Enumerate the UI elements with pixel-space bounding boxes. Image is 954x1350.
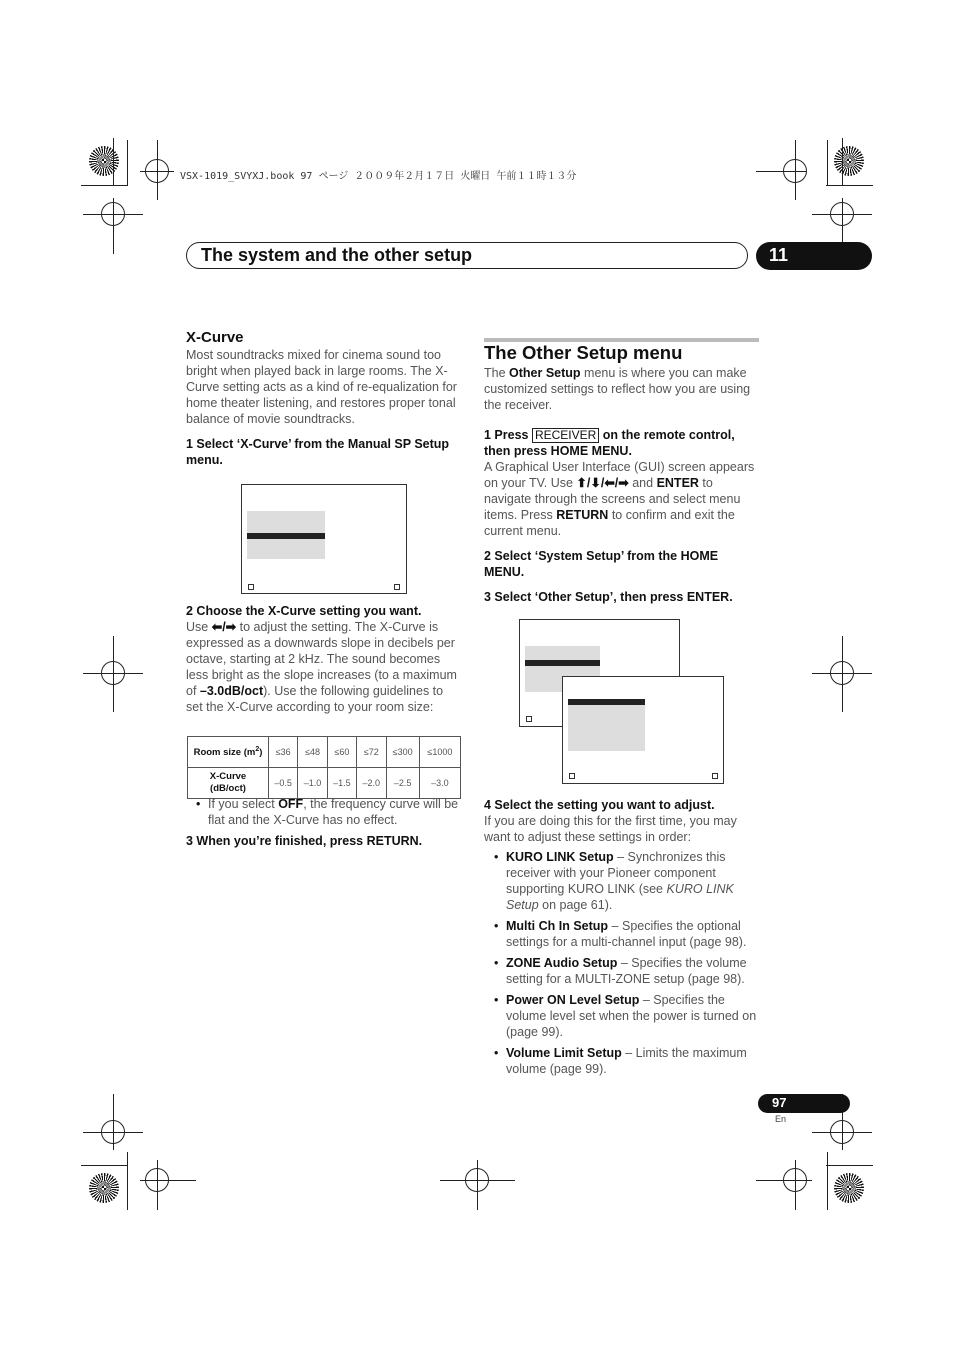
left-column-end <box>186 796 462 849</box>
language-code: En <box>775 1114 787 1124</box>
x-curve-intro: Most soundtracks mixed for cinema sound too bright when played back in large rooms. The X-Curve setting acts as a kind of re-equalization for home theater listening, and restores proper tonal balance of movie soundtracks. <box>186 348 457 426</box>
other-setup-intro: The Other Setup menu is where you can make customized settings to reflect how you are using the receiver. <box>484 366 751 412</box>
crosshair-icon <box>830 661 854 685</box>
list-item: • Power ON Level Setup – Specifies the volume level set when the power is turned on (page 99). <box>484 992 760 1040</box>
screen-button-icon <box>394 584 400 590</box>
step-1: 1 Select ‘X-Curve’ from the Manual SP Setup menu. <box>186 437 450 467</box>
off-note <box>186 796 462 828</box>
x-curve-header: X-Curve (dB/oct) <box>188 768 269 799</box>
crosshair-icon <box>101 661 125 685</box>
print-header: VSX-1019_SVYXJ.book 97 ページ ２００９年２月１７日 火曜日 午前１１時１３分 <box>180 171 577 182</box>
crosshair-icon <box>465 1168 489 1192</box>
screen-button-icon <box>248 584 254 590</box>
step-4: 4 Select the setting you want to adjust. <box>484 798 715 812</box>
tv-screen-system-setup <box>562 676 724 784</box>
left-right-arrows-icon: ⬅/➡ <box>211 620 237 634</box>
crosshair-icon <box>830 202 854 226</box>
step-4-text: If you are doing this for the first time, you may want to adjust these settings in order: <box>484 814 737 844</box>
table-row: Room size $(m^2)$ ≤36 ≤48 ≤60 ≤72 ≤300 ≤1000 <box>188 737 461 768</box>
x-curve-heading: X-Curve <box>186 329 244 346</box>
registration-sunburst-icon <box>89 146 119 176</box>
step-1-receiver: 1 Press RECEIVER on the remote control, then press HOME MENU. <box>484 428 735 458</box>
receiver-key: RECEIVER <box>532 428 599 443</box>
crosshair-icon <box>101 1120 125 1144</box>
registration-sunburst-icon <box>834 1173 864 1203</box>
crosshair-icon <box>101 202 125 226</box>
chapter-title: The system and the other setup <box>201 245 473 265</box>
list-item: • Multi Ch In Setup – Specifies the optional settings for a multi-channel input (page 98). <box>484 918 760 950</box>
crosshair-icon <box>830 1120 854 1144</box>
room-size-header: Room size $(m^2)$ <box>188 737 269 768</box>
list-item: • KURO LINK Setup – Synchronizes this receiver with your Pioneer component supporting KURO LINK (see KURO LINK Setup on page 61). <box>484 849 760 913</box>
step-2-text: Use ⬅/➡ to adjust the setting. The X-Curve is expressed as a downwards slope in decibels per octave, starting at 2 kHz. The sound becomes less bright as the slope increases (to a maximum of –3.0dB/oct). Use the following guidelines to set the X-Curve according to your room size: <box>186 620 457 714</box>
x-curve-table <box>187 736 461 799</box>
crosshair-icon <box>145 159 169 183</box>
crosshair-icon <box>783 1168 807 1192</box>
step-3-other-setup: 3 Select ‘Other Setup’, then press ENTER. <box>484 590 733 604</box>
right-column <box>484 365 760 605</box>
settings-list <box>484 849 760 1077</box>
list-item: • ZONE Audio Setup – Specifies the volume setting for a MULTI-ZONE setup (page 98). <box>484 955 760 987</box>
page-number: 97 <box>772 1095 787 1110</box>
list-item: • If you select OFF, the frequency curve will be flat and the X-Curve has no effect. <box>186 796 462 828</box>
crosshair-icon <box>783 159 807 183</box>
chapter-title-bar <box>186 242 748 269</box>
other-setup-heading: The Other Setup menu <box>484 342 683 363</box>
left-column <box>186 330 462 468</box>
step-2-system-setup: 2 Select ‘System Setup’ from the HOME MENU. <box>484 549 719 579</box>
screen-button-icon <box>712 773 718 779</box>
left-column-step2 <box>186 603 462 715</box>
registration-sunburst-icon <box>89 1173 119 1203</box>
screen-button-icon <box>526 716 532 722</box>
table-row: X-Curve (dB/oct) –0.5 –1.0 –1.5 –2.0 –2.5 –3.0 <box>188 768 461 799</box>
direction-arrows-icon: ⬆/⬇/⬅/➡ <box>576 476 629 490</box>
chapter-number-badge <box>756 242 872 270</box>
step-2: 2 Choose the X-Curve setting you want. <box>186 604 422 618</box>
list-item: • Volume Limit Setup – Limits the maximum volume (page 99). <box>484 1045 760 1077</box>
crosshair-icon <box>145 1168 169 1192</box>
screen-button-icon <box>569 773 575 779</box>
tv-screen-manual-sp <box>241 484 407 594</box>
gui-text: A Graphical User Interface (GUI) screen appears on your TV. Use ⬆/⬇/⬅/➡ and ENTER to navigate through the screens and select menu items. Press RETURN to confirm and exit the current menu. <box>484 460 755 538</box>
chapter-number: 11 <box>769 245 789 265</box>
right-column-step4 <box>484 797 760 1082</box>
registration-sunburst-icon <box>834 146 864 176</box>
step-3: 3 When you’re finished, press RETURN. <box>186 834 423 848</box>
page-number-badge <box>758 1094 850 1113</box>
